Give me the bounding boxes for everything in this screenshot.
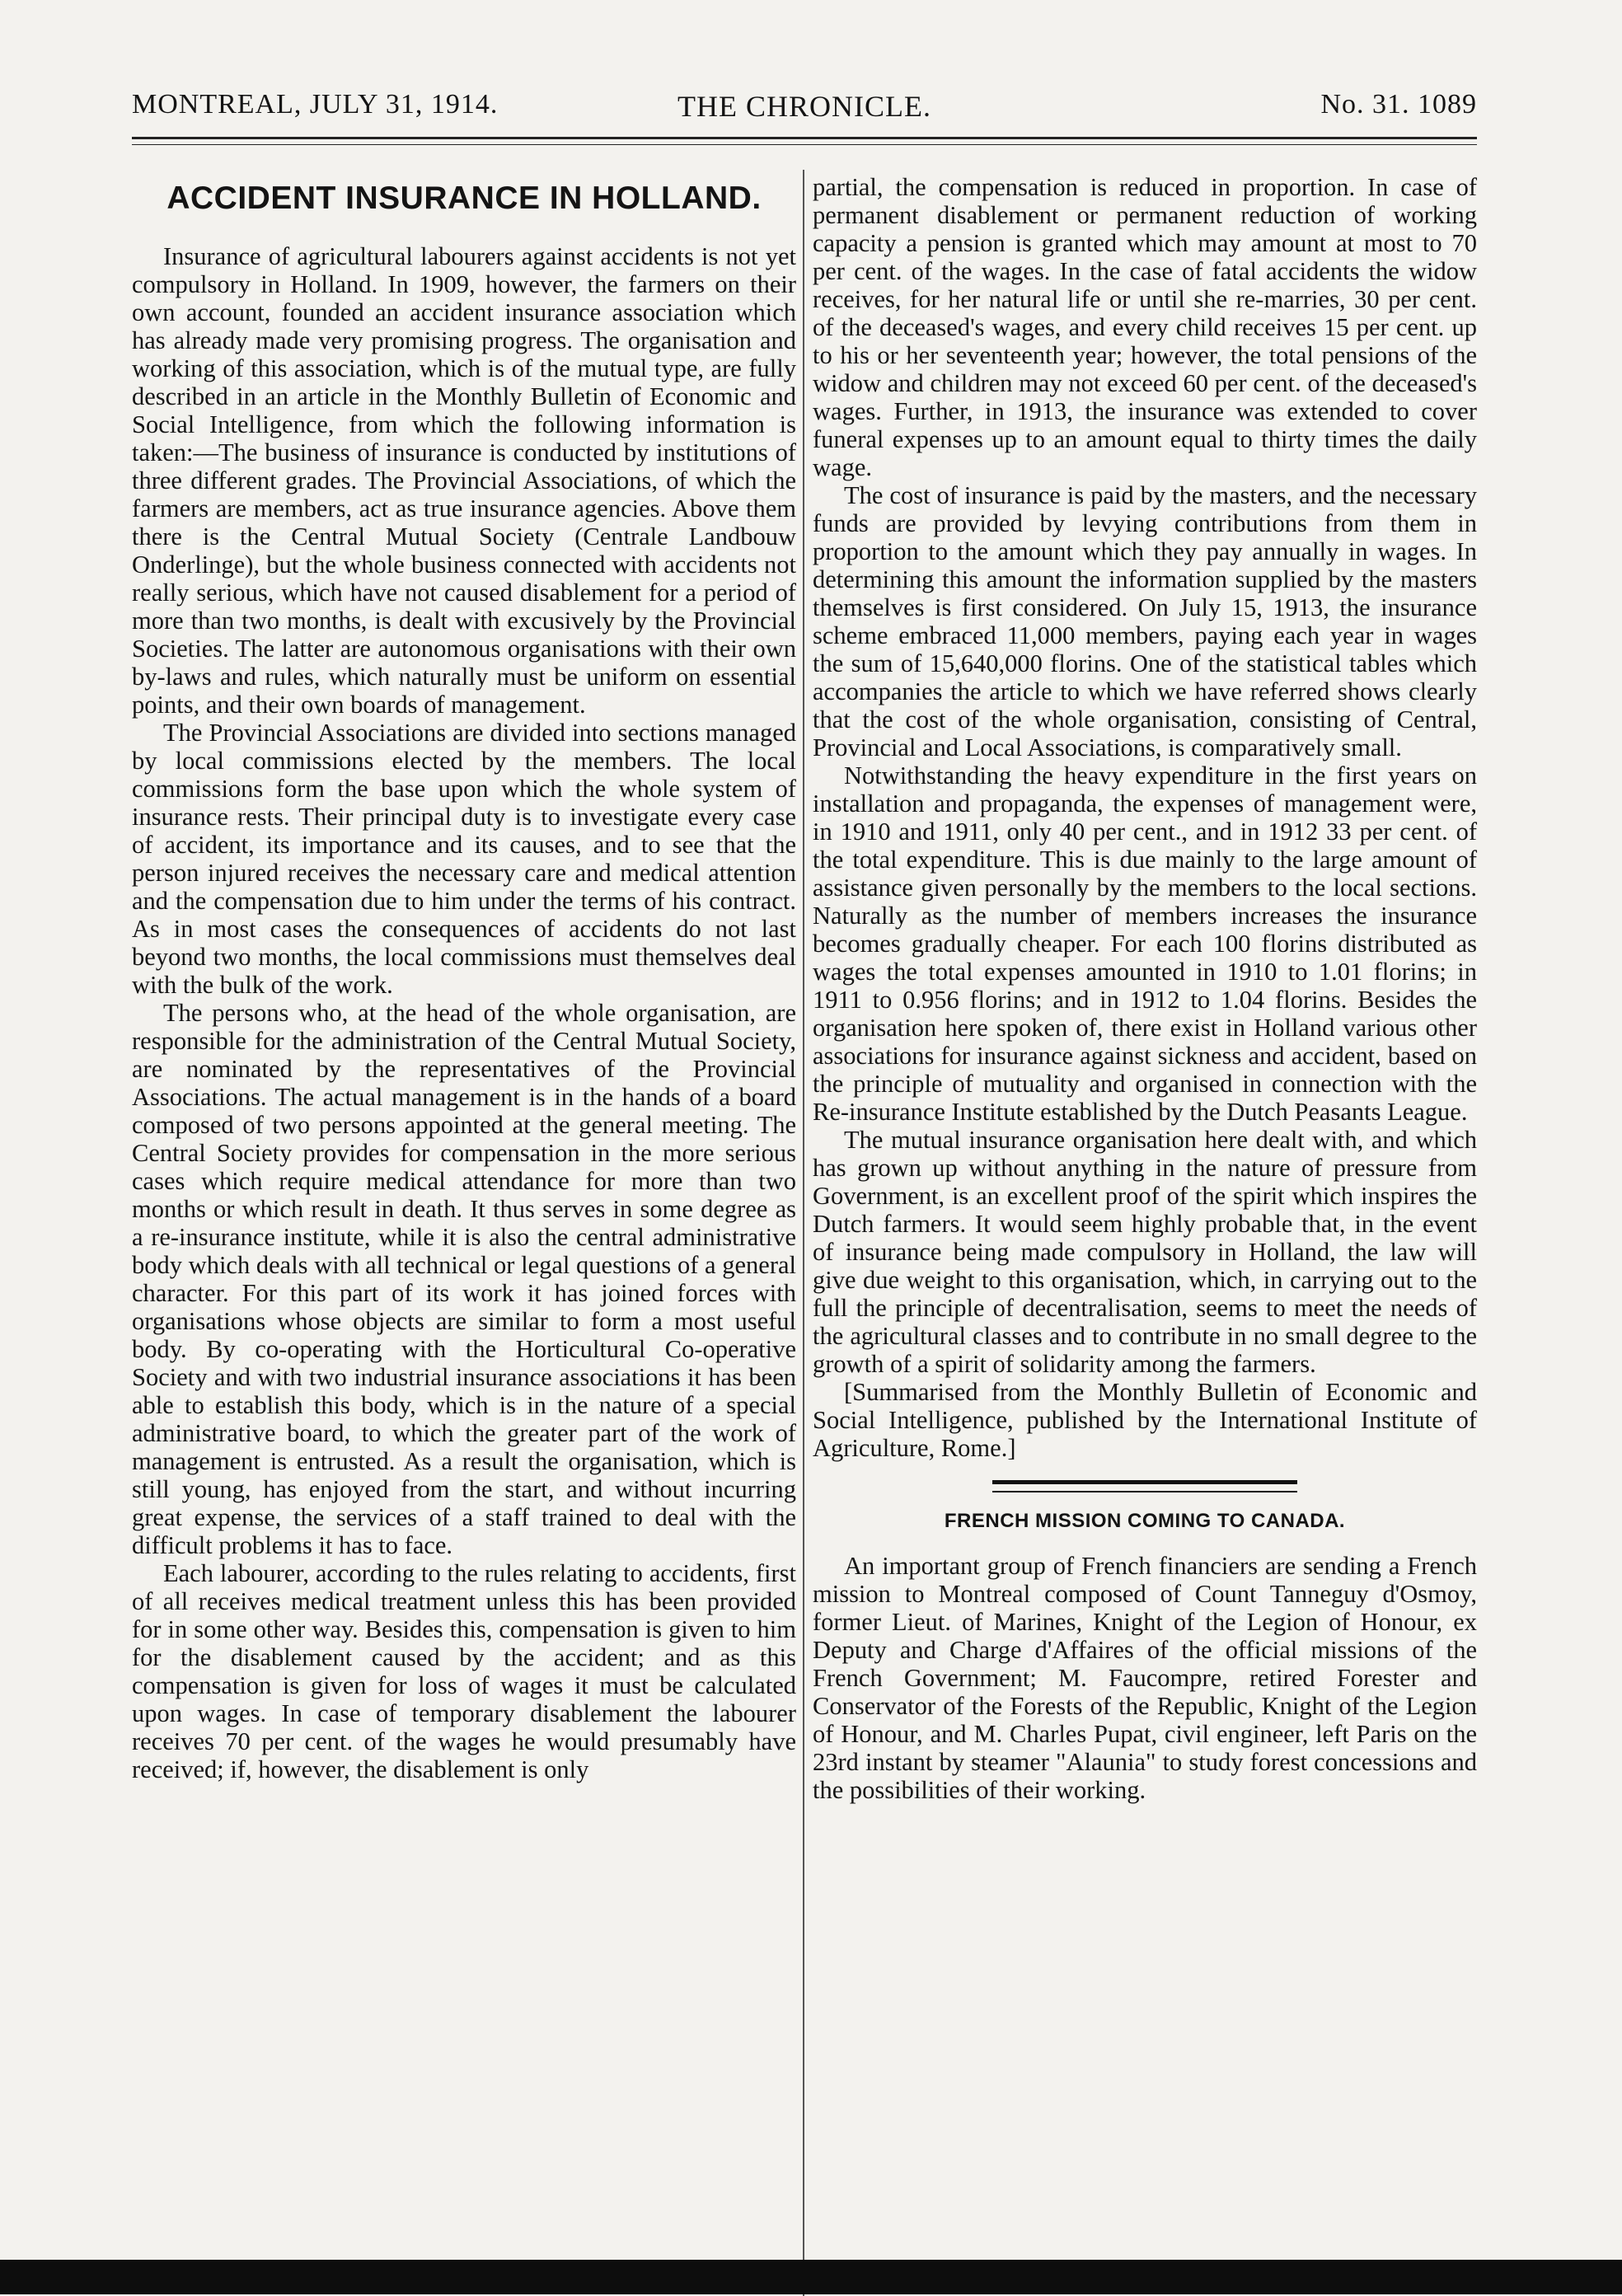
header-rule <box>132 137 1477 145</box>
left-column <box>132 173 796 1783</box>
article-paragraph: The persons who, at the head of the whole organisation, are responsible for the administration of the Central Mutual Society, are nominated by the representatives of the Provincial Associations. The actual management is in the hands of a board composed of two persons appointed at the general meeting. The Central Society provides for compensation in the more serious cases which require medical attendance for more than two months or which result in death. It thus serves in some degree as a re-insurance institute, while it is also the central administrative body which deals with all technical or legal questions of a general character. For this part of its work it has joined forces with organisations whose objects are similar to form a most useful body. By co-operating with the Horticultural Co-operative Society and with two industrial insurance associations it has been able to establish this body, which is in the nature of a special administrative board, to which the greater part of the work of management is entrusted. As a result the organisation, which is still young, has enjoyed from the start, and without incurring great expense, the services of a staff trained to deal with the difficult problems it has to face. <box>132 999 796 1559</box>
section-rule <box>992 1480 1297 1492</box>
header-issue: No. 31. 1089 <box>1320 89 1477 119</box>
article-paragraph: Notwithstanding the heavy expenditure in the first years on installation and propaganda, the expenses of management were, in 1910 and 1911, only 40 per cent., and in 1912 33 per cent. of the total expenditure. This is due mainly to the large amount of assistance given personally by the members to the local sections. Naturally as the number of members increases the insurance becomes gradually cheaper. For each 100 florins distributed as wages the total expenses amounted in 1910 to 1.01 florins; in 1911 to 0.956 florins; and in 1912 to 1.04 florins. Besides the organisation here spoken of, there exist in Holland various other associations for insurance against sickness and accident, based on the principle of mutuality and organised in connection with the Re-insurance Institute established by the Dutch Peasants League. <box>813 761 1477 1126</box>
second-article-title: FRENCH MISSION COMING TO CANADA. <box>944 1510 1346 1532</box>
article-paragraph: The Provincial Associations are divided into sections managed by local commissions elected by the members. The local commissions form the base upon which the whole system of insurance rests. Their principal duty is to investigate every case of accident, its importance and its causes, and to see that the person injured receives the necessary care and medical attention and the compensation due to him under the terms of his contract. As in most cases the consequences of accidents do not last beyond two months, the local commissions must themselves deal with the bulk of the work. <box>132 719 796 999</box>
article-paragraph: Each labourer, according to the rules relating to accidents, first of all receives medical treatment unless this has been provided for in some other way. Besides this, compensation is given to him for the disablement caused by the accident; and as this compensation is given for loss of wages it must be calculated upon wages. In case of temporary disablement the labourer receives 70 per cent. of the wages he would presumably have received; if, however, the disablement is only <box>132 1559 796 1783</box>
article-title: ACCIDENT INSURANCE IN HOLLAND. <box>166 180 762 216</box>
article-paragraph: partial, the compensation is reduced in proportion. In case of permanent disablement or permanent reduction of working capacity a pension is granted which may amount at most to 70 per cent. of the wages. In the case of fatal accidents the widow receives, for her natural life or until she re-marries, 30 per cent. of the deceased's wages, and every child receives 15 per cent. up to his or her seventeenth year; however, the total pensions of the widow and children may not exceed 60 per cent. of the deceased's wages. Further, in 1913, the insurance was extended to cover funeral expenses up to an amount equal to thirty times the daily wage. <box>813 173 1477 481</box>
article-paragraph: The mutual insurance organisation here dealt with, and which has grown up without anything in the nature of pressure from Government, is an excellent proof of the spirit which inspires the Dutch farmers. It would seem highly probable that, in the event of insurance being made compulsory in Holland, the law will give due weight to this organisation, which, in carrying out to the full the principle of decentralisation, seems to meet the needs of the agricultural classes and to contribute in no small degree to the growth of a spirit of solidarity among the farmers. <box>813 1126 1477 1378</box>
right-column <box>813 173 1477 1804</box>
second-article-paragraph: An important group of French financiers are sending a French mission to Montreal composed of Count Tanneguy d'Osmoy, former Lieut. of Marines, Knight of the Legion of Honour, ex Deputy and Charge d'Affaires of the official missions of the French Government; M. Faucompre, retired Forester and Conservator of the Forests of the Republic, Knight of the Legion of Honour, and M. Charles Pupat, civil engineer, left Paris on the 23rd instant by steamer "Alaunia" to study forest concessions and the possibilities of their working. <box>813 1552 1477 1804</box>
scan-border <box>0 2260 1622 2294</box>
column-divider <box>803 170 804 2296</box>
source-note: [Summarised from the Monthly Bulletin of Economic and Social Intelligence, published by the International Institute of Agriculture, Rome.] <box>813 1378 1477 1462</box>
article-paragraph: The cost of insurance is paid by the masters, and the necessary funds are provided by levying contributions from them in proportion to the amount which they pay annually in wages. In determining this amount the information supplied by the masters themselves is first considered. On July 15, 1913, the insurance scheme embraced 11,000 members, paying each year in wages the sum of 15,640,000 florins. One of the statistical tables which accompanies the article to which we have referred shows clearly that the cost of the whole organisation, consisting of Central, Provincial and Local Associations, is comparatively small. <box>813 481 1477 761</box>
newspaper-page <box>132 82 1477 1804</box>
header-publication: THE CHRONICLE. <box>677 90 931 123</box>
page-header <box>132 82 1477 132</box>
header-date: MONTREAL, JULY 31, 1914. <box>132 89 499 119</box>
article-paragraph: Insurance of agricultural labourers against accidents is not yet compulsory in Holland. In 1909, however, the farmers on their own account, founded an accident insurance association which has already made very promising progress. The organisation and working of this association, which is of the mutual type, are fully described in an article in the Monthly Bulletin of Economic and Social Intelligence, from which the following information is taken:—The business of insurance is conducted by institutions of three different grades. The Provincial Associations, of which the farmers are members, act as true insurance agencies. Above them there is the Central Mutual Society (Centrale Landbouw Onderlinge), but the whole business connected with accidents not really serious, which have not caused disablement for a period of more than two months, is dealt with excusively by the Provincial Societies. The latter are autonomous organisations with their own by-laws and rules, which naturally must be uniform on essential points, and their own boards of management. <box>132 242 796 719</box>
